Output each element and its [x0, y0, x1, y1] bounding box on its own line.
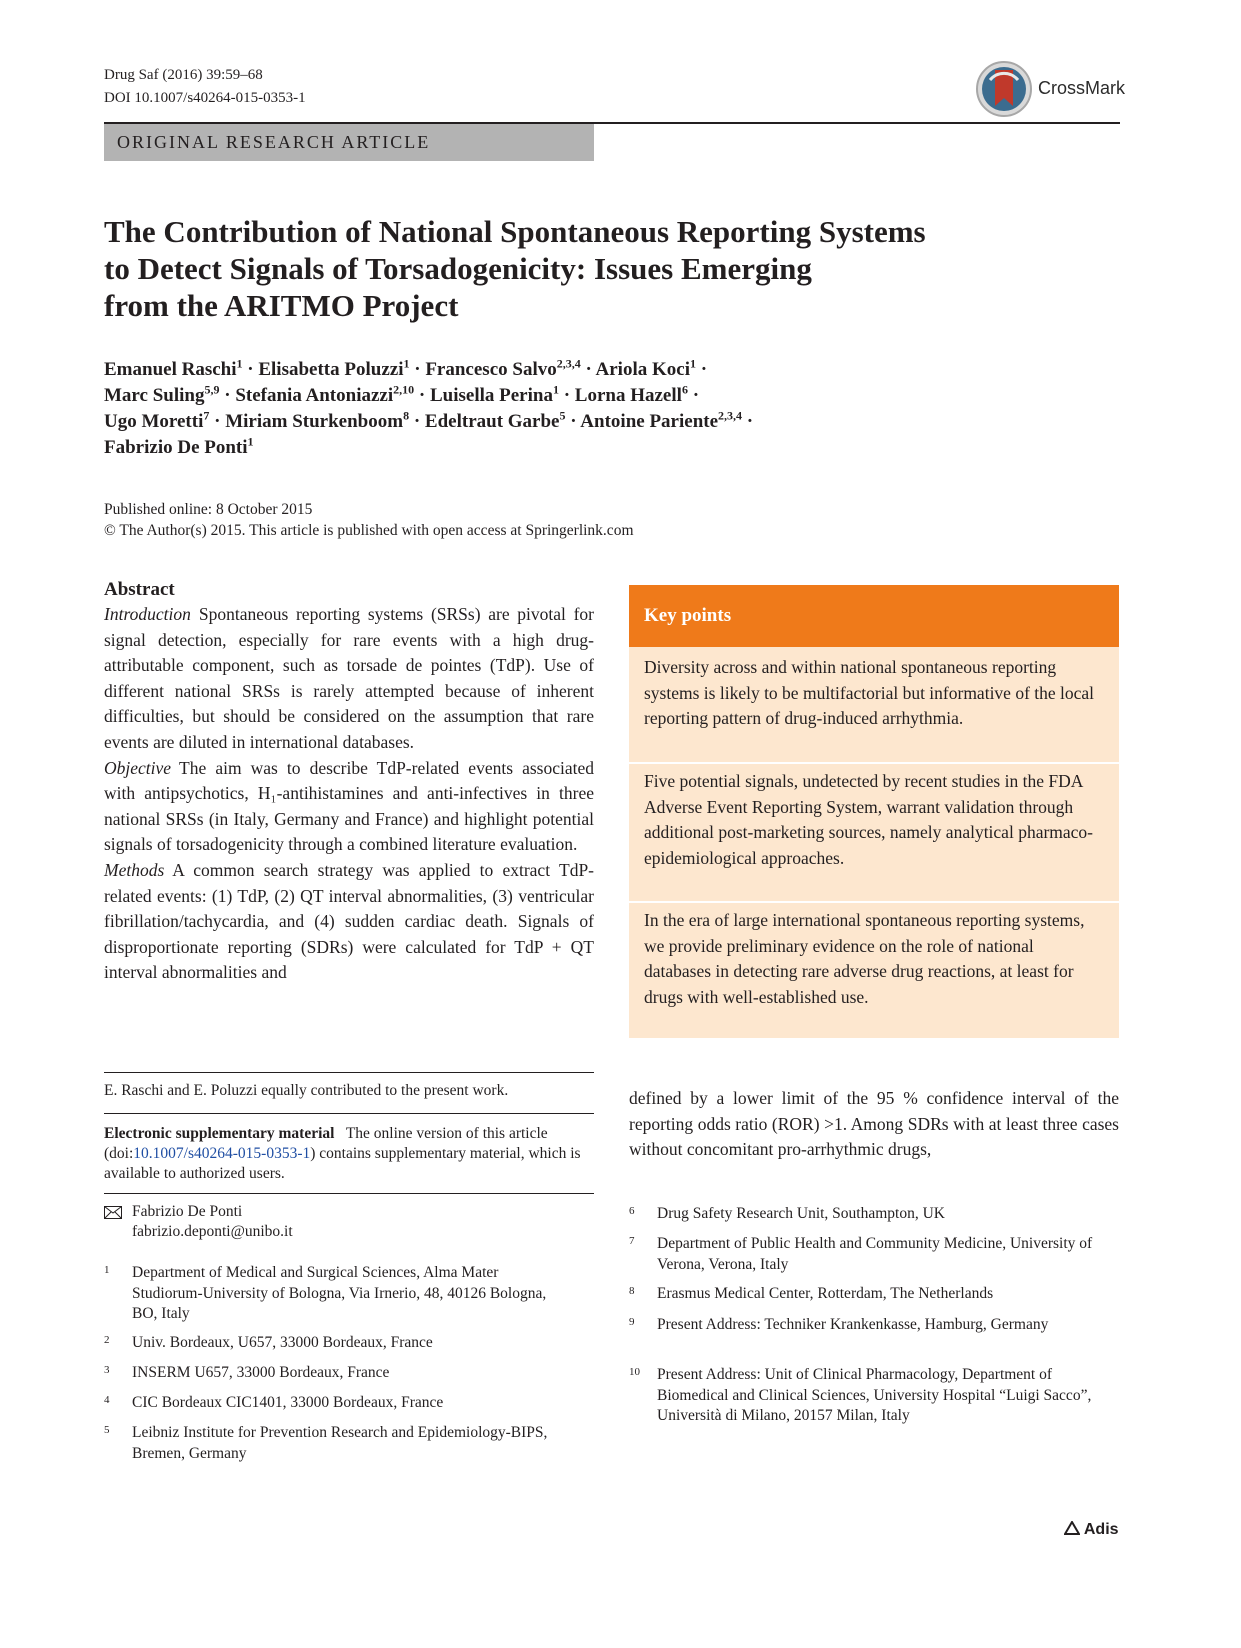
- author-affiliation: 7: [203, 408, 210, 423]
- affiliation-text: Department of Public Health and Community Medicine, University of Verona, Verona, Italy: [657, 1235, 1093, 1273]
- copyright-notice: © The Author(s) 2015. This article is published with open access at Springerlink.com: [104, 522, 634, 539]
- article-type-label: ORIGINAL RESEARCH ARTICLE: [117, 132, 431, 152]
- affiliation-text: Drug Safety Research Unit, Southampton, UK: [657, 1205, 945, 1222]
- publisher-name: Adis: [1083, 1521, 1119, 1538]
- abstract: [104, 577, 594, 986]
- key-point-item: Diversity across and within national spontaneous reporting systems is likely to be multifactorial but informative of the local reporting pattern of drug-induced arrhythmia.: [644, 657, 1095, 728]
- author-name: Lorna Hazell: [574, 385, 682, 406]
- esm-text: The online version of this article (doi:: [104, 1125, 548, 1162]
- author-name: Emanuel Raschi: [104, 359, 237, 380]
- affiliation-number: 8: [629, 1285, 635, 1297]
- author-line: Marc Suling$^{5,9}$ · Stefania Antoniazzi$^{2,10}$ · Luisella Perina$^1$ · Lorna Hazell$^6$ ·: [104, 382, 700, 406]
- affiliation-text: Leibniz Institute for Prevention Research and Epidemiology-BIPS, Bremen, Germany: [132, 1424, 548, 1462]
- section-label: Introduction: [104, 604, 191, 624]
- crossmark-label: CrossMark: [1038, 78, 1126, 98]
- footnote-divider: [104, 1113, 594, 1114]
- affiliation-number: 9: [629, 1316, 635, 1328]
- esm-doi-link[interactable]: 10.1007/s40264-015-0353-1: [133, 1145, 311, 1162]
- key-point-divider: [629, 762, 1119, 764]
- affiliation-text: INSERM U657, 33000 Bordeaux, France: [132, 1364, 390, 1381]
- esm-note: [104, 1124, 594, 1184]
- author-list: [104, 357, 984, 461]
- author-line: Emanuel Raschi$^1$ · Elisabetta Poluzzi$^1$ · Francesco Salvo$^{2,3,4}$ · Ariola Koci$^1$ ·: [104, 356, 708, 380]
- title-line: to Detect Signals of Torsadogenicity: Issues Emerging: [104, 251, 812, 286]
- journal-citation: Drug Saf (2016) 39:59–68: [104, 67, 263, 83]
- contact-email[interactable]: fabrizio.deponti@unibo.it: [132, 1223, 293, 1240]
- esm-text: ) contains supplementary material, which is available to authorized users.: [104, 1145, 581, 1182]
- affiliation-number: 2: [104, 1334, 110, 1346]
- author-name: Stefania Antoniazzi: [235, 385, 394, 406]
- abstract-continuation: defined by a lower limit of the 95 % confidence interval of the reporting odds ratio (ROR) >1. Among SDRs with at least three cases without concomitant pro-arrhythmic drugs,: [629, 1088, 1119, 1159]
- abstract-section-methods: [104, 858, 594, 986]
- author-name: Marc Suling: [104, 385, 205, 406]
- author-name: Antoine Pariente: [580, 411, 719, 432]
- crossmark-badge[interactable]: [975, 60, 1126, 116]
- publisher-logo: [1064, 1521, 1119, 1539]
- affiliation-text: Department of Medical and Surgical Sciences, Alma Mater Studiorum-University of Bologna, Via Irnerio, 48, 40126 Bologna, BO, Italy: [132, 1264, 547, 1322]
- author-affiliation: 1: [236, 356, 243, 371]
- affiliation-number: 4: [104, 1394, 110, 1406]
- affiliation-number: 5: [104, 1424, 110, 1436]
- envelope-icon: [104, 1206, 122, 1219]
- publication-info: [104, 499, 634, 541]
- author-affiliation: 1: [403, 356, 410, 371]
- key-points-header: [629, 585, 1119, 647]
- section-text: Spontaneous reporting systems (SRSs) are pivotal for signal detection, especially for rare events with a high drug-attributable component, such as torsade de pointes (TdP). Use of different national SRSs is rarely attempted because of inherent difficulties, but should be considered on the assumption that rare events are diluted in international databases.: [104, 604, 594, 752]
- section-label: Methods: [104, 859, 165, 880]
- author-name: Miriam Sturkenboom: [225, 411, 404, 432]
- key-points-heading: Key points: [644, 605, 732, 626]
- affiliation-text: CIC Bordeaux CIC1401, 33000 Bordeaux, France: [132, 1394, 444, 1411]
- author-line: Ugo Moretti$^7$ · Miriam Sturkenboom$^8$ · Edeltraut Garbe$^5$ · Antoine Pariente$^{2,3,4}$ ·: [104, 408, 754, 432]
- published-online: Published online: 8 October 2015: [104, 501, 313, 518]
- key-points-box: [629, 585, 1119, 1038]
- equal-contribution-note: E. Raschi and E. Poluzzi equally contributed to the present work.: [104, 1082, 509, 1099]
- author-affiliation: 6: [681, 382, 688, 397]
- journal-reference: [104, 64, 306, 110]
- article-type-banner: [104, 124, 594, 161]
- author-name: Luisella Perina: [429, 385, 553, 406]
- contact-name: Fabrizio De Ponti: [132, 1203, 243, 1220]
- author-name: Elisabetta Poluzzi: [258, 359, 404, 380]
- title-line: from the ARITMO Project: [104, 288, 459, 323]
- esm-label: Electronic supplementary material: [104, 1125, 335, 1142]
- section-text: A common search strategy was applied to extract TdP-related events: (1) TdP, (2) QT interval abnormalities, (3) ventricular fibrillation/tachycardia, and (4) sudden cardiac death. Signals of disproportionate reporting (SDRs) were calculated for TdP + QT interval abnormalities and: [104, 859, 594, 983]
- author-affiliation: 5,9: [204, 382, 220, 397]
- section-text: The aim was to describe TdP-related events associated with antipsychotics, H₁-antihistamines and anti-infectives in three national SRSs (in Italy, Germany and France) and highlight potential signals of torsadogenicity through a combined literature evaluation.: [104, 757, 594, 855]
- author-name: Francesco Salvo: [425, 359, 557, 380]
- adis-logo-icon: [1064, 1521, 1080, 1535]
- affiliation-number: 6: [629, 1205, 635, 1217]
- author-name: Ariola Koci: [595, 359, 690, 380]
- article-title: [104, 213, 1004, 324]
- abstract-heading: Abstract: [104, 579, 175, 600]
- affiliation-number: 3: [104, 1364, 110, 1376]
- author-affiliation: 8: [403, 408, 410, 423]
- affiliation-number: 1: [104, 1264, 110, 1276]
- author-affiliation: 2,10: [393, 382, 415, 397]
- author-line: [104, 435, 984, 461]
- affiliation-text: Univ. Bordeaux, U657, 33000 Bordeaux, France: [132, 1334, 433, 1351]
- footnote-divider: [104, 1193, 594, 1194]
- key-point-item: In the era of large international spontaneous reporting systems, we provide preliminary evidence on the role of national databases in detecting rare adverse drug reactions, at least for drugs with well-established use.: [644, 910, 1085, 1007]
- crossmark-icon: [975, 60, 1033, 118]
- author-affiliation: 1: [247, 434, 254, 449]
- affiliation-text: Present Address: Unit of Clinical Pharmacology, Department of Biomedical and Clinical Sciences, University Hospital “Luigi Sacco”, Università di Milano, 20157 Milan, Italy: [657, 1366, 1092, 1424]
- author-name: Edeltraut Garbe: [424, 411, 560, 432]
- author-affiliation: 1: [689, 356, 696, 371]
- affiliation-number: 7: [629, 1235, 635, 1247]
- affiliation-text: Present Address: Techniker Krankenkasse, Hamburg, Germany: [657, 1316, 1049, 1333]
- affiliation-text: Erasmus Medical Center, Rotterdam, The Netherlands: [657, 1285, 994, 1302]
- author-affiliation: 2,3,4: [718, 408, 743, 423]
- author-name: Ugo Moretti: [104, 411, 204, 432]
- key-point-divider: [629, 901, 1119, 903]
- key-point-item: Five potential signals, undetected by recent studies in the FDA Adverse Event Reporting System, warrant validation through additional post-marketing sources, namely analytical pharmaco-epidemiological approaches.: [644, 771, 1094, 868]
- author-affiliation: 1: [552, 382, 559, 397]
- affiliation-number: 10: [629, 1366, 640, 1378]
- doi: DOI 10.1007/s40264-015-0353-1: [104, 90, 306, 106]
- footnote-divider: [104, 1072, 594, 1073]
- corresponding-author: [104, 1202, 594, 1244]
- abstract-section-introduction: [104, 602, 594, 756]
- author-name: Fabrizio De Ponti: [104, 437, 248, 458]
- section-label: Objective: [104, 757, 172, 778]
- author-affiliation: 2,3,4: [556, 356, 581, 371]
- author-affiliation: 5: [559, 408, 566, 423]
- title-line: The Contribution of National Spontaneous Reporting Systems: [104, 214, 926, 249]
- abstract-section-objective: [104, 756, 594, 858]
